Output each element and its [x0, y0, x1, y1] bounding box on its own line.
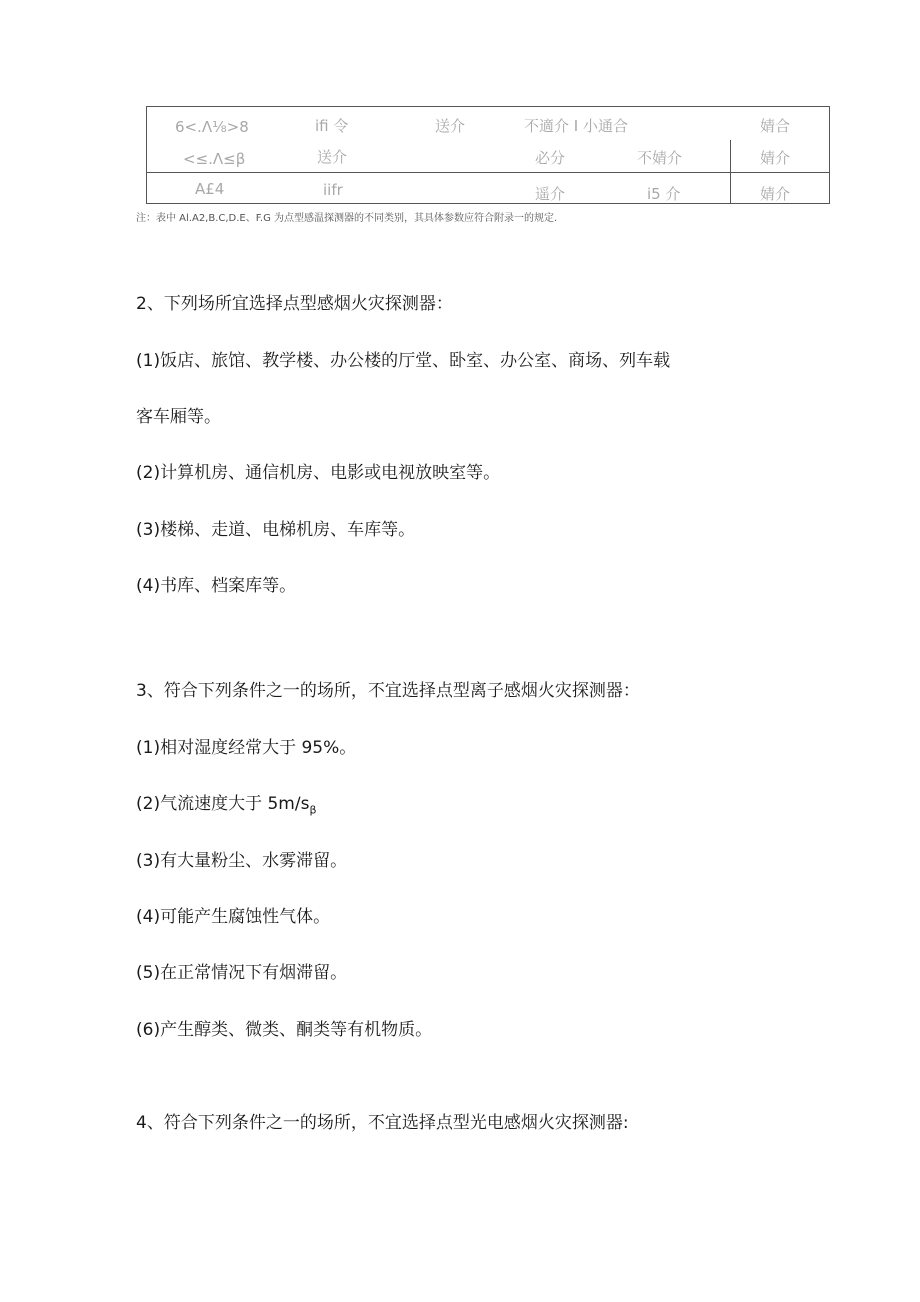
table-cell: 必分	[535, 149, 566, 167]
table-row-divider	[147, 172, 829, 173]
detector-table	[146, 106, 830, 204]
list-item: (5)在正常情况下有烟滞留。	[136, 963, 348, 983]
table-cell: 6<.Λ⅛>8	[175, 118, 249, 136]
table-cell: <≤.Λ≤β	[183, 150, 246, 168]
table-cell: 送介	[435, 117, 466, 135]
table-cell: ifi 令	[315, 117, 349, 135]
list-item: (1)饭店、旅馆、教学楼、办公楼的厅堂、卧室、办公室、商场、列车载	[136, 351, 671, 371]
table-cell: 不婧介	[637, 149, 683, 167]
table-cell: 遥介	[535, 185, 566, 203]
table-cell: 婧介	[760, 185, 791, 203]
list-item: (1)相对湿度经常大于 95%。	[136, 738, 357, 758]
list-item: (4)书库、档案库等。	[136, 576, 297, 596]
table-cell: 不適介 I 小通合	[524, 117, 628, 135]
table-cell: 婧合	[760, 117, 791, 135]
list-item: (3)有大量粉尘、水雾滞留。	[136, 851, 348, 871]
list-item: (2)计算机房、通信机房、电影或电视放映室等。	[136, 463, 501, 483]
table-note: 注：表中 Al.A2,B.C,D.E、F.G 为点型感温探测器的不同类别，其具体参数应符合附录一的规定.	[136, 213, 558, 224]
section-heading: 4、符合下列条件之一的场所，不宜选择点型光电感烟火灾探测器:	[136, 1113, 629, 1133]
table-cell: 送介	[317, 148, 348, 166]
table-cell: A£4	[195, 180, 225, 198]
list-item	[136, 796, 316, 815]
list-item-text: (2)气流速度大于 5m∕s	[136, 794, 310, 814]
section-heading: 2、下列场所宜选择点型感烟火灾探测器：	[136, 294, 453, 314]
list-item: (6)产生醇类、微类、酮类等有机物质。	[136, 1020, 433, 1040]
table-cell: iifr	[323, 181, 343, 199]
table-cell: i5 介	[647, 185, 681, 203]
list-item: (4)可能产生腐蚀性气体。	[136, 907, 331, 927]
table-column-divider	[730, 140, 731, 204]
list-item-continuation: 客车厢等。	[136, 407, 221, 427]
section-heading: 3、符合下列条件之一的场所，不宜选择点型离子感烟火灾探测器：	[136, 681, 640, 701]
list-item-subscript: β	[309, 803, 317, 817]
list-item: (3)楼梯、走道、电梯机房、车库等。	[136, 520, 416, 540]
table-cell: 婧介	[760, 149, 791, 167]
